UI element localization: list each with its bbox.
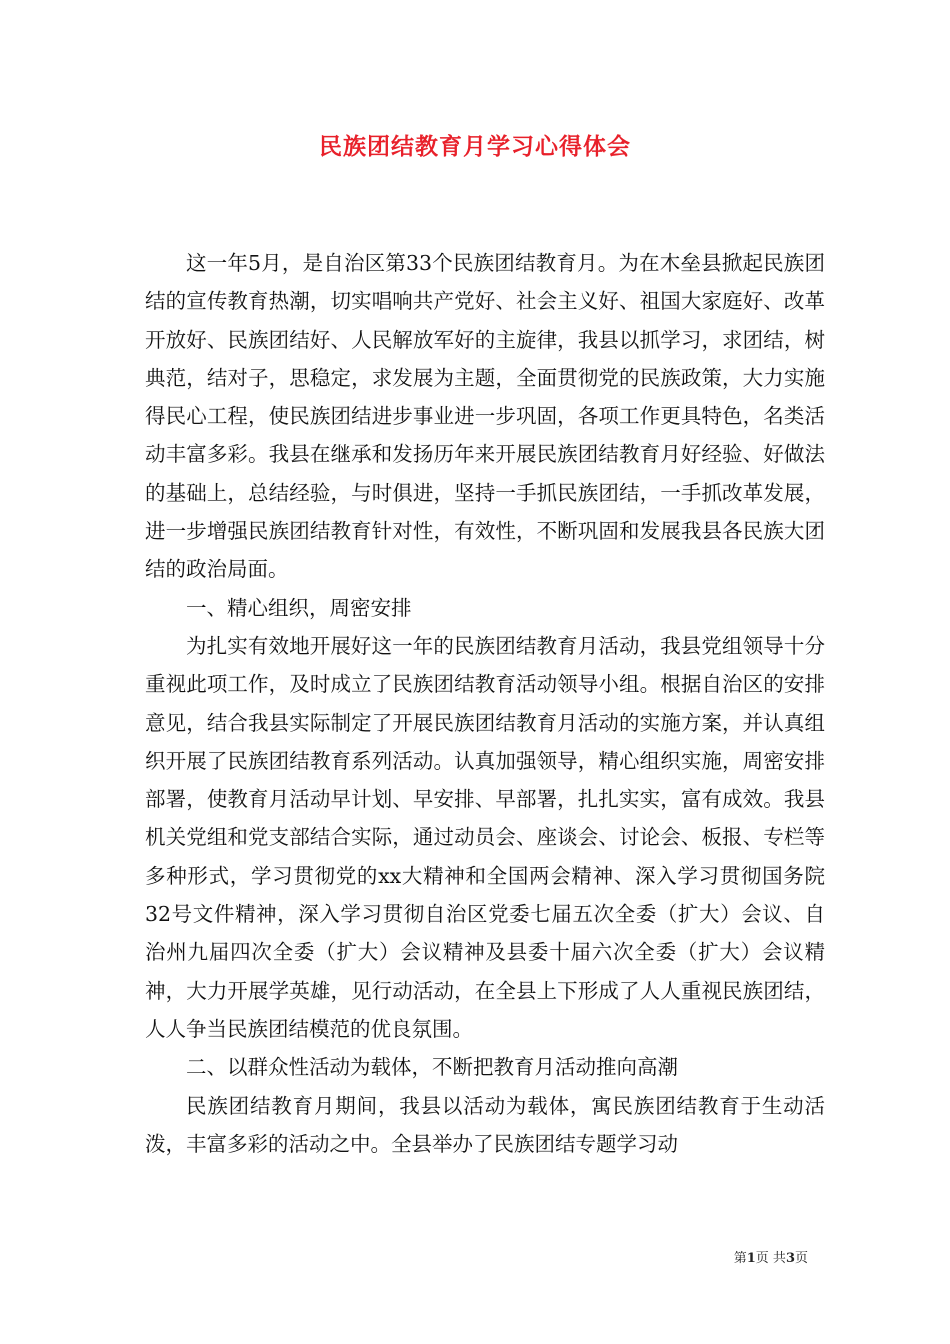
page-number-footer xyxy=(734,1247,808,1266)
footer-prefix: 第 xyxy=(733,1251,747,1266)
section-heading-1: 一、精心组织，周密安排 xyxy=(186,595,412,620)
paragraph-intro: 这一年5月，是自治区第33个民族团结教育月。为在木垒县掀起民族团结的宣传教育热潮，切实唱响共产党好、社会主义好、祖国大家庭好、改革开放好、民族团结好、人民解放军好的主旋律，我县以抓学习，求团结，树典范，结对子，思稳定，求发展为主题，全面贯彻党的民族政策，大力实施得民心工程，使民族团结进步事业进一步巩固，各项工作更具特色，名类活动丰富多彩。我县在继承和发扬历年来开展民族团结教育月好经验、好做法的基础上，总结经验，与时俱进，坚持一手抓民族团结，一手抓改革发展，进一步增强民族团结教育针对性，有效性，不断巩固和发展我县各民族大团结的政治局面。 xyxy=(145,251,825,582)
document-title: 民族团结教育月学习心得体会 xyxy=(319,133,631,160)
footer-suffix: 页 xyxy=(794,1251,808,1266)
document-body xyxy=(145,244,825,1163)
paragraph-section-1: 为扎实有效地开展好这一年的民族团结教育月活动，我县党组领导十分重视此项工作，及时成立了民族团结教育活动领导小组。根据自治区的安排意见，结合我县实际制定了开展民族团结教育月活动的实施方案，并认真组织开展了民族团结教育系列活动。认真加强领导，精心组织实施，周密安排部署，使教育月活动早计划、早安排、早部署，扎扎实实，富有成效。我县机关党组和党支部结合实际，通过动员会、座谈会、讨论会、板报、专栏等多种形式，学习贯彻党的xx大精神和全国两会精神、深入学习贯彻国务院32号文件精神，深入学习贯彻自治区党委七届五次全委（扩大）会议、自治州九届四次全委（扩大）会议精神及县委十届六次全委（扩大）会议精神，大力开展学英雄，见行动活动，在全县上下形成了人人重视民族团结，人人争当民族团结模范的优良氛围。 xyxy=(145,633,825,1041)
footer-total-pages: 3 xyxy=(785,1251,795,1266)
footer-middle: 页 共 xyxy=(755,1251,786,1266)
paragraph-section-2: 民族团结教育月期间，我县以活动为载体，寓民族团结教育于生动活泼，丰富多彩的活动之中。全县举办了民族团结专题学习动 xyxy=(145,1093,825,1156)
section-heading-2: 二、以群众性活动为载体，不断把教育月活动推向高潮 xyxy=(186,1055,678,1080)
footer-current-page: 1 xyxy=(746,1251,756,1266)
